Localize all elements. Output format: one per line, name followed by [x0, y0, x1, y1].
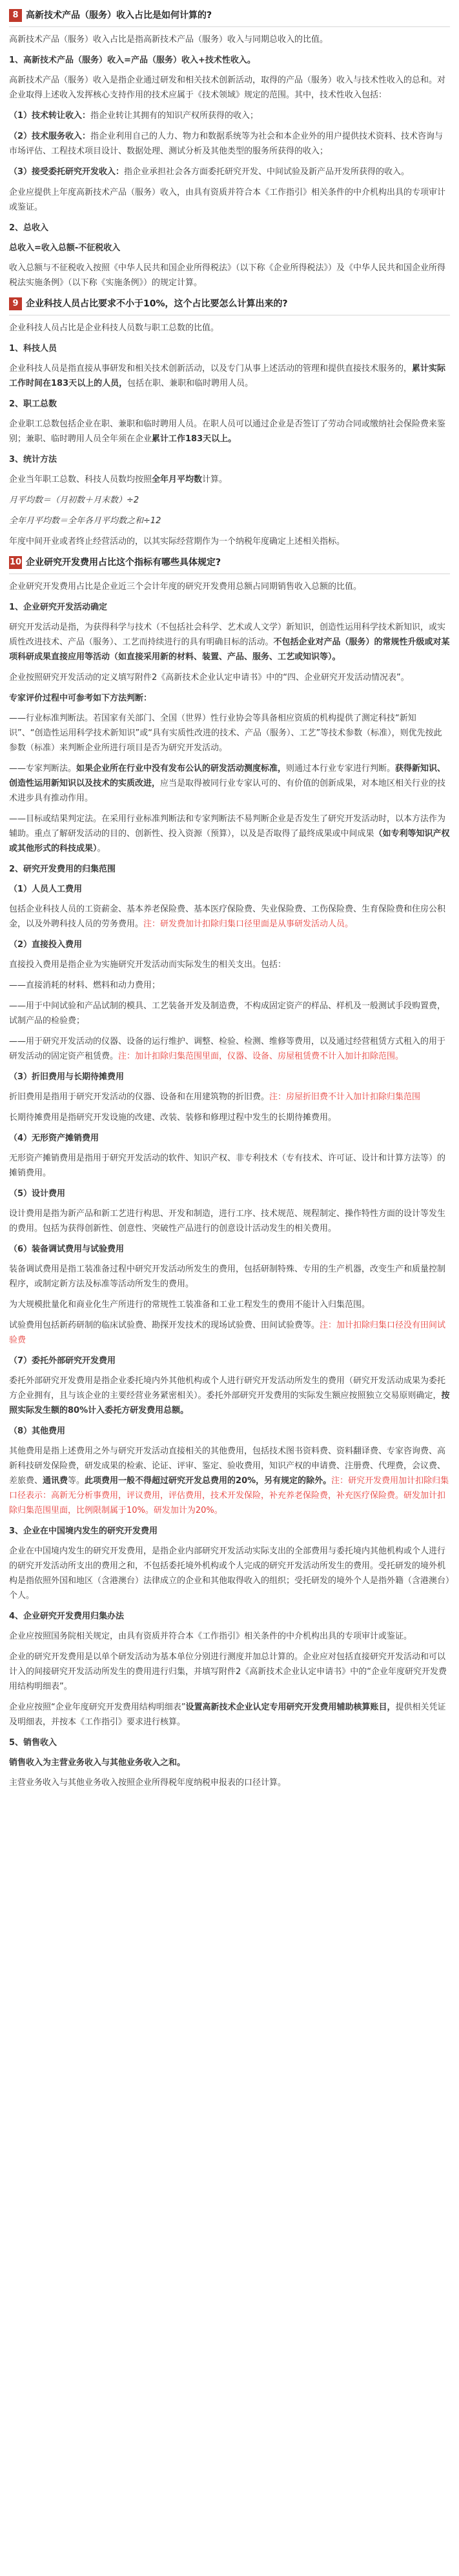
subheading: 2、职工总数 [9, 399, 57, 409]
note-text: 注：研发费加计扣除归集口径里面是从事研发活动人员。 [143, 919, 354, 929]
text: 研究开发活动是指，为获得科学与技术（不包括社会科学、艺术或人文学）新知识，创造性运用科学技术新知识，或实质性改进技术、产品（服务）、工艺而持续进行的具有明确目标的活动。 [9, 623, 446, 647]
paragraph: 设计费用是指为新产品和新工艺进行构思、开发和制造，进行工序、技术规范、规程制定、操作特性方面的设计等发生的费用。包括为获得创新性、创意性、突破性产品进行的创意设计活动发生的相关费用。 [9, 1209, 446, 1233]
term-text: 指企业转让其拥有的知识产权所获得的收入； [90, 111, 259, 121]
paragraph [9, 1444, 450, 1518]
formula: 销售收入为主营业务收入与其他业务收入之和。 [9, 1758, 186, 1768]
paragraph: 高新技术产品（服务）收入占比是指高新技术产品（服务）收入与同期总收入的比值。 [9, 35, 329, 45]
section-number-badge: 10 [9, 556, 22, 569]
subheading: （1）人员人工费用 [9, 884, 83, 894]
subheading: 5、销售收入 [9, 1738, 57, 1748]
paragraph: 年度中间开业或者终止经营活动的，以其实际经营期作为一个纳税年度确定上述相关指标。 [9, 537, 345, 546]
formula: 全年月平均数＝全年各月平均数之和÷12 [9, 516, 161, 526]
text: 企业科技人员是指直接从事研发和相关技术创新活动，以及专门从事上述活动的管理和提供直接技术服务的， [9, 364, 413, 374]
emphasis-text: 获得新知识、创造性运用新知识以及技术的实质改进， [9, 764, 446, 788]
term-label: （1）技术转让收入： [9, 111, 91, 121]
text: 试验费用包括新药研制的临床试验费、勘探开发技术的现场试验费、田间试验费等。 [9, 1321, 320, 1330]
text: 其他费用是指上述费用之外与研究开发活动直接相关的其他费用，包括技术图书资料费、资料翻译费、专家咨询费、高新科技研发保险费，研发成果的检索、论证、评审、鉴定、验收费用，知识产权的申请费、注册费、代理费，会议费、差旅费、 [9, 1446, 446, 1486]
paragraph [9, 1090, 450, 1104]
emphasis-text: 累计实际工作时间在183天以上的人员， [9, 364, 446, 388]
text: 计算。 [202, 475, 228, 484]
paragraph [9, 761, 450, 806]
emphasis-text: 设置高新技术企业认定专用研究开发费用辅助核算账目， [185, 1702, 396, 1712]
subheading: 3、企业在中国境内发生的研究开发费用 [9, 1526, 158, 1536]
emphasis-text: 此项费用一般不得超过研究开发总费用的20%，另有规定的除外。 [85, 1476, 332, 1486]
paragraph: 装备调试费用是指工装准备过程中研究开发活动所发生的费用，包括研制特殊、专用的生产机器，改变生产和质量控制程序，或制定新方法及标准等活动所发生的费用。 [9, 1264, 446, 1289]
paragraph [9, 1373, 450, 1418]
paragraph [9, 361, 450, 391]
term-text: 指企业承担社会各方面委托研究开发、中间试验及新产品开发所获得的收入。 [124, 167, 410, 177]
paragraph [9, 812, 450, 856]
paragraph: 企业应提供上年度高新技术产品（服务）收入，由具有资质并符合本《工作指引》相关条件的中介机构出具的专项审计或鉴证。 [9, 188, 446, 212]
section-9-header [9, 296, 450, 315]
subheading: （6）装备调试费用与试验费用 [9, 1244, 125, 1254]
text: 。 [97, 844, 106, 854]
paragraph [9, 620, 450, 664]
term-text: 指企业利用自己的人力、物力和数据系统等为社会和本企业外的用户提供技术资料、技术咨询与市场评估、工程技术项目设计、数据处理、测试分析及其他类型的服务所获得的收入； [9, 132, 444, 156]
emphasis-text: 全年月平均数 [152, 475, 203, 484]
text: 企业职工总数包括企业在职、兼职和临时聘用人员。在职人员可以通过企业是否签订了劳动合同或缴纳社会保险费来鉴别；兼职、临时聘用人员全年须在企业 [9, 419, 446, 444]
section-10-header [9, 555, 450, 574]
section-8-header [9, 8, 450, 27]
subheading: （2）直接投入费用 [9, 940, 83, 950]
paragraph: 无形资产摊销费用是指用于研究开发活动的软件、知识产权、非专利技术（专有技术、许可证、设计和计算方法等）的摊销费用。 [9, 1153, 446, 1178]
paragraph: 高新技术产品（服务）收入是指企业通过研发和相关技术创新活动，取得的产品（服务）收入与技术性收入的总和。对企业取得上述收入发挥核心支持作用的技术应属于《技术领域》规定的范围。其中，技术性收入包括： [9, 75, 446, 100]
emphasis-text: 按照实际发生额的80%计入委托方研发费用总额。 [9, 1391, 450, 1415]
emphasis-text: 通讯费 [43, 1476, 68, 1486]
subheading: （5）设计费用 [9, 1189, 66, 1199]
subheading: 1、高新技术产品（服务）收入=产品（服务）收入+技术性收入。 [9, 55, 256, 65]
paragraph: 长期待摊费用是指研究开发设施的改建、改装、装修和修理过程中发生的长期待摊费用。 [9, 1113, 337, 1123]
text: 包括企业科技人员的工资薪金、基本养老保险费、基本医疗保险费、失业保险费、工伤保险费、生育保险费和住房公积金，以及外聘科技人员的劳务费用。 [9, 904, 446, 929]
paragraph: 企业的研究开发费用是以单个研发活动为基本单位分别进行测度并加总计算的。企业应对包括直接研究开发活动和可以计入的间接研究开发活动所发生的费用进行归集，并填写附件2《高新技术企业认定申请书》中的“企业年度研究开发费用结构明细表”。 [9, 1652, 447, 1692]
text: ——目标或结果判定法。在采用行业标准判断法和专家判断法不易判断企业是否发生了研究开发活动时，以本方法作为辅助。重点了解研发活动的目的、创新性、投入资源（预算），以及是否取得了最终成果或中间成果 [9, 814, 446, 839]
subheading: （7）委托外部研究开发费用 [9, 1356, 116, 1366]
paragraph [9, 472, 450, 487]
note-text: 注：加计扣除归集范围里面，仪器、设备、房屋租赁费不计入加计扣除范围。 [118, 1052, 404, 1061]
text: 则通过本行业专家进行判断。 [286, 764, 396, 774]
term-label: （2）技术服务收入： [9, 132, 91, 141]
text: 提供相关凭证及明细表，并按本《工作指引》要求进行核算。 [9, 1702, 446, 1727]
paragraph [9, 902, 450, 932]
formula: 月平均数＝（月初数＋月末数）÷2 [9, 495, 139, 505]
note-text: 注：研究开发费用加计扣除归集口径表示：高新无分析事费用，评议费用，评估费用，技术开发保险，补充养老保险费，补充医疗保险费。研发加计扣除归集范围里面，比例限制属于10%。研发加计为20%。 [9, 1476, 449, 1515]
paragraph [9, 1700, 450, 1730]
paragraph [9, 1318, 450, 1348]
paragraph [9, 165, 450, 179]
subheading: 1、科技人员 [9, 344, 57, 354]
section-title: 企业科技人员占比要求不小于10%，这个占比要怎么计算出来的? [26, 299, 288, 309]
subheading: 3、统计方法 [9, 455, 57, 464]
emphasis-text: 如果企业所在行业中没有发布公认的研发活动测度标准， [76, 764, 287, 774]
text: 包括在职、兼职和临时聘用人员。 [127, 379, 254, 388]
paragraph: 企业科技人员占比是企业科技人员数与职工总数的比值。 [9, 323, 219, 333]
paragraph: ——用于中间试验和产品试制的模具、工艺装备开发及制造费，不构成固定资产的样品、样机及一般测试手段购置费，试制产品的检验费； [9, 1001, 446, 1026]
paragraph [9, 108, 450, 123]
paragraph: 企业在中国境内发生的研究开发费用，是指企业内部研究开发活动实际支出的全部费用与委托境内其他机构或个人进行的研究开发活动所支出的费用之和，不包括委托境外机构或个人完成的研究开发活动所发生的费用。受托研发的境外机构是指依照外国和地区（含港澳台）法律成立的企业和其他取得收入的组织；受托研发的境外个人是指外籍（含港澳台）个人。 [9, 1546, 450, 1601]
paragraph: ——直接消耗的材料、燃料和动力费用； [9, 981, 161, 990]
text: ——专家判断法。 [9, 764, 77, 774]
text: 委托外部研究开发费用是指企业委托境内外其他机构或个人进行研究开发活动所发生的费用（研究开发活动成果为委托方企业拥有，且与该企业的主要经营业务紧密相关）。委托外部研究开发费用的实际发生额应按照独立交易原则确定， [9, 1376, 446, 1401]
emphasis-text: 不包括企业对产品（服务）的常规性升级或对某项科研成果直接应用等活动（如直接采用新的材料、装置、产品、服务、工艺或知识等）。 [9, 637, 450, 662]
section-title: 企业研究开发费用占比这个指标有哪些具体规定? [26, 557, 221, 568]
note-text: 注：房屋折旧费不计入加计扣除归集范围 [269, 1092, 421, 1102]
paragraph: 为大规模批量化和商业化生产所进行的常规性工装准备和工业工程发生的费用不能计入归集范围。 [9, 1300, 371, 1310]
text: 折旧费用是指用于研究开发活动的仪器、设备和在用建筑物的折旧费。 [9, 1092, 270, 1102]
subheading: 专家评价过程中可参考如下方法判断： [9, 694, 152, 703]
emphasis-text: 累计工作183天以上。 [152, 434, 237, 444]
paragraph: 直接投入费用是指企业为实施研究开发活动而实际发生的相关支出。包括： [9, 960, 287, 970]
emphasis-text: （如专利等知识产权或其他形式的科技成果） [9, 829, 450, 854]
text: 企业当年职工总数、科技人员数均按照 [9, 475, 152, 484]
paragraph [9, 129, 450, 159]
paragraph: ——行业标准判断法。若国家有关部门、全国（世界）性行业协会等具备相应资质的机构提供了测定科技“新知识”、“创造性运用科学技术新知识”或“具有实质性改进的技术、产品（服务）、工艺”等技术参数（标准），则优先按此参数（标准）来判断企业所进行项目是否为研究开发活动。 [9, 714, 442, 753]
subheading: 2、研究开发费用的归集范围 [9, 864, 116, 874]
paragraph: 企业应按照国务院相关规定，由具有资质并符合本《工作指引》相关条件的中介机构出具的专项审计或鉴证。 [9, 1632, 413, 1641]
subheading: （3）折旧费用与长期待摊费用 [9, 1072, 125, 1082]
text: 应当是取得被同行业专家认可的、有价值的创新成果，对本地区相关行业的技术进步具有推动作用。 [9, 779, 446, 803]
paragraph: 企业研究开发费用占比是企业近三个会计年度的研究开发费用总额占同期销售收入总额的比值。 [9, 582, 362, 592]
paragraph: 收入总额与不征税收入按照《中华人民共和国企业所得税法》（以下称《企业所得税法》）及《中华人民共和国企业所得税法实施条例》（以下称《实施条例》）的规定计算。 [9, 263, 446, 288]
text: 企业应按照“企业年度研究开发费用结构明细表” [9, 1702, 186, 1712]
subheading: 2、总收入 [9, 223, 49, 233]
formula: 总收入=收入总额-不征税收入 [9, 243, 121, 253]
subheading: （8）其他费用 [9, 1426, 66, 1436]
section-number-badge: 8 [9, 9, 22, 22]
section-number-badge: 9 [9, 297, 22, 310]
paragraph [9, 417, 450, 446]
subheading: 4、企业研究开发费用归集办法 [9, 1612, 125, 1621]
text: 等。 [68, 1476, 85, 1486]
paragraph: 企业按照研究开发活动的定义填写附件2《高新技术企业认定申请书》中的“四、企业研究开发活动情况表”。 [9, 673, 409, 683]
paragraph [9, 1034, 450, 1064]
text: ——用于研究开发活动的仪器、设备的运行维护、调整、检验、检测、维修等费用，以及通过经营租赁方式租入的用于研发活动的固定资产租赁费。 [9, 1037, 446, 1061]
term-label: （3）接受委托研究开发收入： [9, 167, 125, 177]
note-text: 注：加计扣除归集口径没有田间试验费 [9, 1321, 446, 1345]
subheading: 1、企业研究开发活动确定 [9, 603, 108, 612]
section-title: 高新技术产品（服务）收入占比是如何计算的? [26, 10, 212, 21]
subheading: （4）无形资产摊销费用 [9, 1133, 99, 1143]
paragraph: 主营业务收入与其他业务收入按照企业所得税年度纳税申报表的口径计算。 [9, 1778, 287, 1788]
